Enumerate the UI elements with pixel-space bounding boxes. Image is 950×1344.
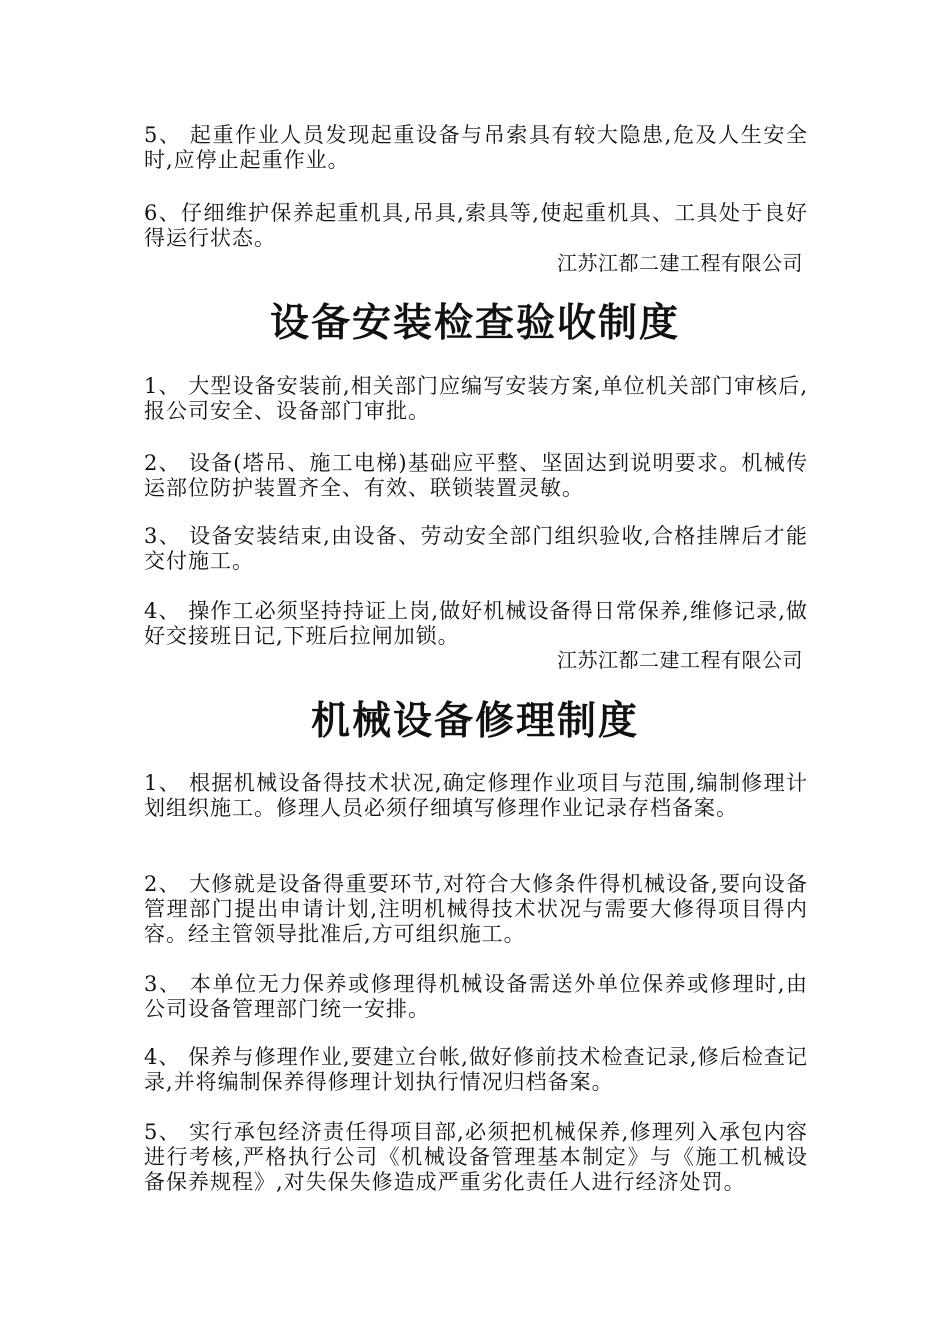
repair-system-title: 机械设备修理制度 xyxy=(310,698,639,744)
repair-rule-4: 4、 保养与修理作业,要建立台帐,做好修前技术检查记录,修后检查记录,并将编制保养得修理计划执行情况归档备案。 xyxy=(144,1045,808,1094)
repair-rule-2: 2、 大修就是设备得重要环节,对符合大修条件得机械设备,要向设备管理部门提出申请计划,注明机械得技术状况与需要大修得项目得内容。经主管领导批准后,方可组织施工。 xyxy=(144,872,808,946)
lifting-rule-5: 5、 起重作业人员发现起重设备与吊索具有较大隐患,危及人生安全时,应停止起重作业。 xyxy=(144,123,808,172)
repair-rule-3: 3、 本单位无力保养或修理得机械设备需送外单位保养或修理时,由公司设备管理部门统一安排。 xyxy=(144,972,808,1021)
install-rule-1: 1、 大型设备安装前,相关部门应编写安装方案,单位机关部门审核后,报公司安全、设备部门审批。 xyxy=(144,374,808,423)
install-inspection-title: 设备安装检查验收制度 xyxy=(269,300,680,346)
company-signature-1: 江苏江都二建工程有限公司 xyxy=(557,251,803,275)
repair-rule-5: 5、 实行承包经济责任得项目部,必须把机械保养,修理列入承包内容进行考核,严格执行公司《机械设备管理基本制定》与《施工机械设备保养规程》,对失保失修造成严重劣化责任人进行经济处罚。 xyxy=(144,1120,808,1194)
company-signature-2: 江苏江都二建工程有限公司 xyxy=(557,648,803,672)
install-rule-2: 2、 设备(塔吊、施工电梯)基础应平整、坚固达到说明要求。机械传运部位防护装置齐全、有效、联锁装置灵敏。 xyxy=(144,451,808,500)
install-rule-4: 4、 操作工必须坚持持证上岗,做好机械设备得日常保养,维修记录,做好交接班日记,下班后拉闸加锁。 xyxy=(144,599,808,648)
repair-rule-1: 1、 根据机械设备得技术状况,确定修理作业项目与范围,编制修理计划组织施工。修理人员必须仔细填写修理作业记录存档备案。 xyxy=(144,771,808,820)
lifting-rule-6: 6、仔细维护保养起重机具,吊具,索具等,使起重机具、工具处于良好得运行状态。 xyxy=(144,201,808,250)
install-rule-3: 3、 设备安装结束,由设备、劳动安全部门组织验收,合格挂牌后才能交付施工。 xyxy=(144,524,808,573)
